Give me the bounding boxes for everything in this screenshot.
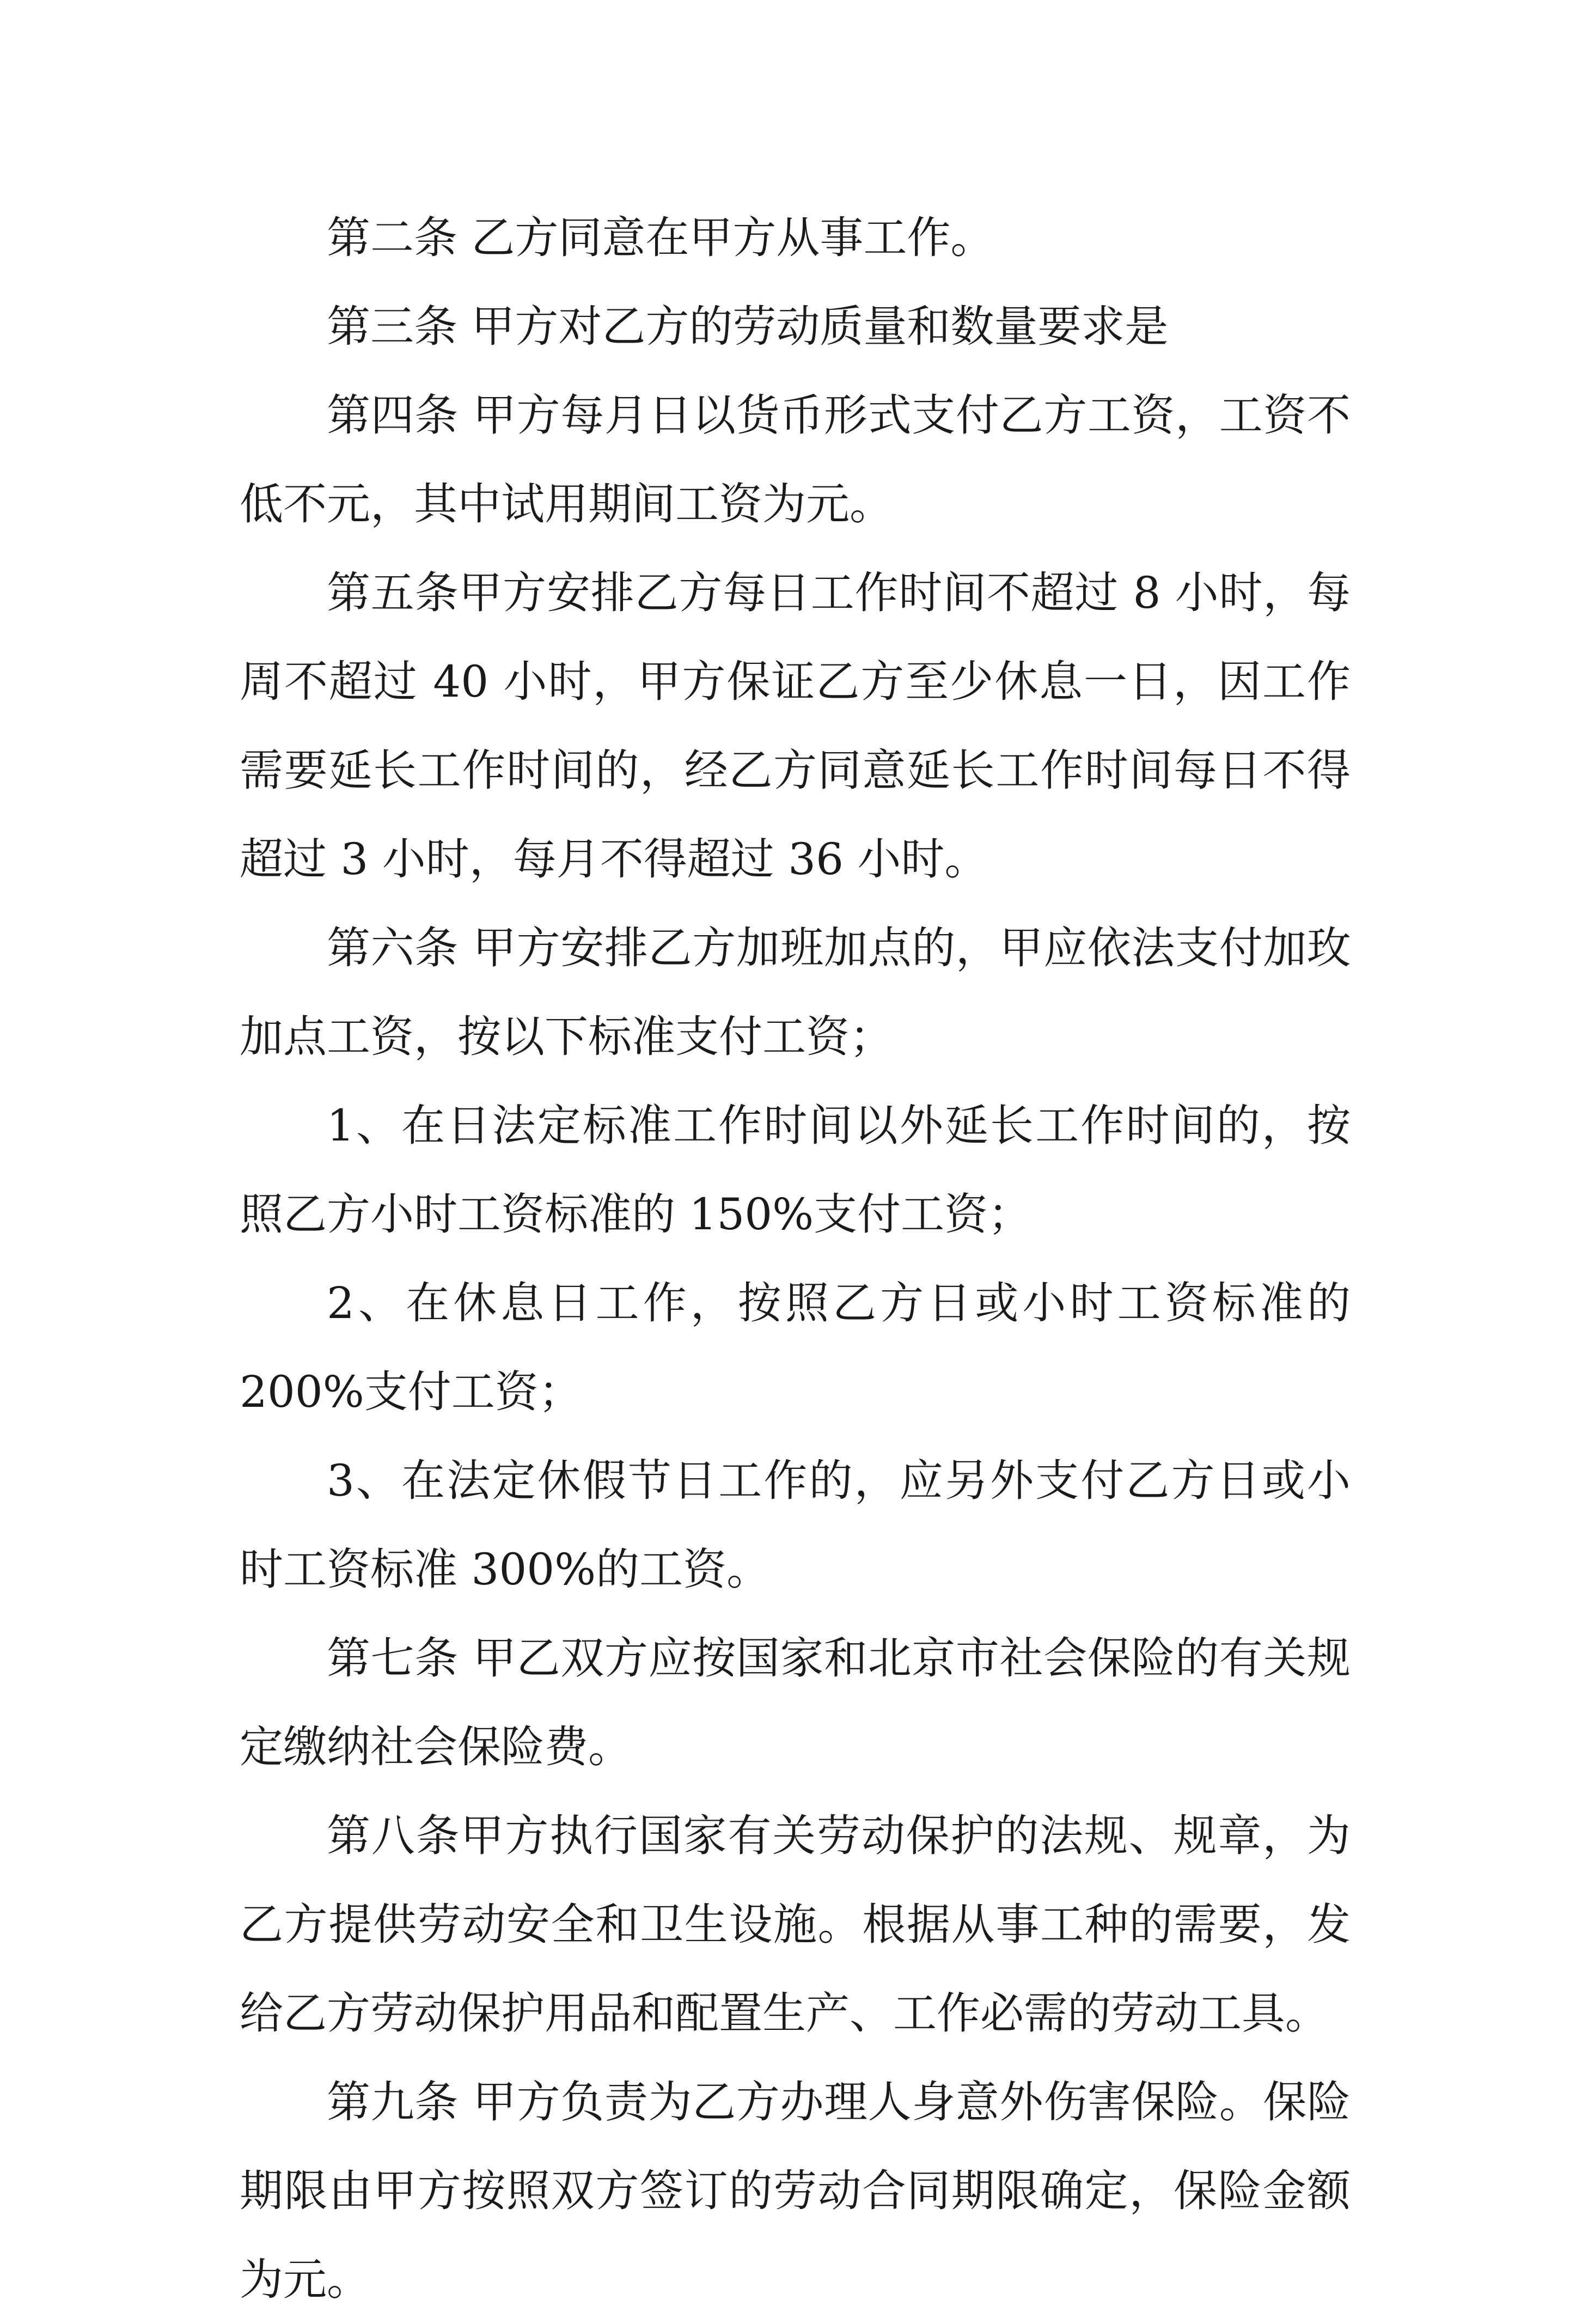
article-3-paragraph: 第三条 甲方对乙方的劳动质量和数量要求是 (327, 301, 1169, 352)
document-body (240, 193, 1351, 2324)
article-4-paragraph: 第四条 甲方每月日以货币形式支付乙方工资，工资不低不元，其中试用期间工资为元。 (240, 390, 1351, 529)
article-2-paragraph: 第二条 乙方同意在甲方从事工作。 (327, 212, 994, 263)
overtime-item-2: 2、在休息日工作，按照乙方日或小时工资标准的 200%支付工资； (240, 1278, 1351, 1417)
article-5-paragraph: 第五条甲方安排乙方每日工作时间不超过 8 小时，每周不超过 40 小时，甲方保证乙方至少休息一日，因工作需要延长工作时间的，经乙方同意延长工作时间每日不得超过 3 小时，每月不得超过 36 小时。 (240, 568, 1351, 885)
article-9-paragraph: 第九条 甲方负责为乙方办理人身意外伤害保险。保险期限由甲方按照双方签订的劳动合同期限确定，保险金额为元。 (240, 2077, 1351, 2305)
article-8-paragraph: 第八条甲方执行国家有关劳动保护的法规、规章，为乙方提供劳动安全和卫生设施。根据从事工种的需要，发给乙方劳动保护用品和配置生产、工作必需的劳动工具。 (240, 1810, 1351, 2039)
overtime-item-3: 3、在法定休假节日工作的，应另外支付乙方日或小时工资标准 300%的工资。 (240, 1455, 1351, 1595)
article-7-paragraph: 第七条 甲乙双方应按国家和北京市社会保险的有关规定缴纳社会保险费。 (240, 1633, 1351, 1772)
article-6-paragraph: 第六条 甲方安排乙方加班加点的，甲应依法支付加玫加点工资，按以下标准支付工资； (240, 923, 1351, 1062)
overtime-item-1: 1、在日法定标准工作时间以外延长工作时间的，按照乙方小时工资标准的 150%支付工资； (240, 1100, 1351, 1240)
